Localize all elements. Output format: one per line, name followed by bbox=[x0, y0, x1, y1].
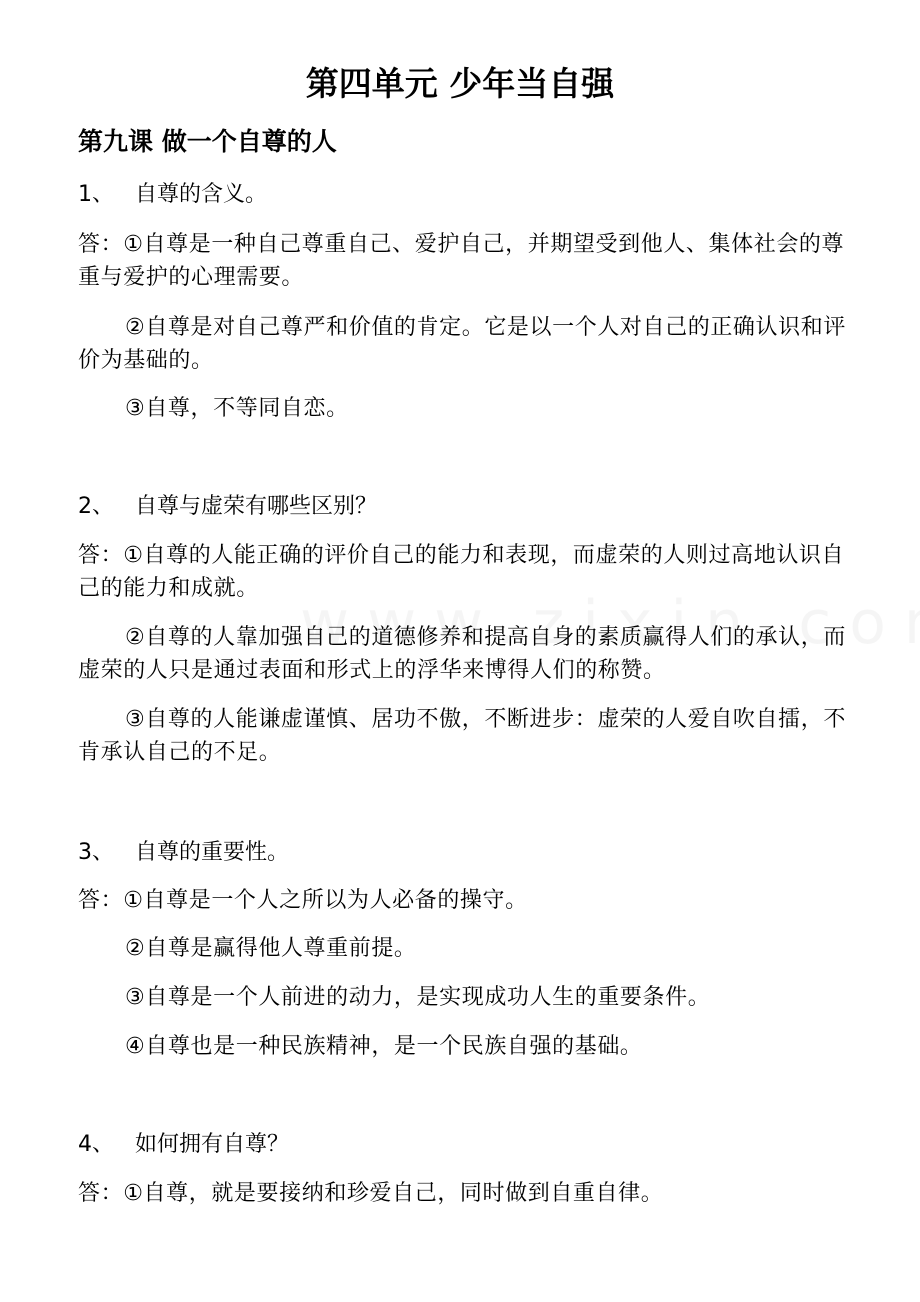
question-4 bbox=[78, 1128, 289, 1161]
answer-1-3: ③自尊，不等同自恋。 bbox=[125, 396, 349, 421]
question-1-number: 1、 bbox=[78, 182, 114, 207]
answer-3-2: ②自尊是赢得他人尊重前提。 bbox=[125, 936, 417, 961]
answer-2-2: ②自尊的人靠加强自己的道德修养和提高自身的素质赢得人们的承认，而虚荣的人只是通过表面和形式上的浮华来博得人们的称赞。 bbox=[78, 625, 846, 683]
answer-3-4: ④自尊也是一种民族精神，是一个民族自强的基础。 bbox=[125, 1034, 643, 1059]
answer-4-1: 答：①自尊，就是要接纳和珍爱自己，同时做到自重自律。 bbox=[78, 1181, 664, 1206]
question-2 bbox=[78, 490, 377, 523]
answer-3-1: 答：①自尊是一个人之所以为人必备的操守。 bbox=[78, 888, 528, 913]
question-2-number: 2、 bbox=[78, 494, 114, 519]
answer-2-1: 答：①自尊的人能正确的评价自己的能力和表现，而虚荣的人则过高地认识自己的能力和成就。 bbox=[78, 543, 845, 601]
answer-3-3: ③自尊是一个人前进的动力，是实现成功人生的重要条件。 bbox=[125, 985, 711, 1010]
question-2-text: 自尊与虚荣有哪些区别？ bbox=[135, 494, 378, 519]
question-4-text: 如何拥有自尊？ bbox=[135, 1132, 290, 1157]
answer-1-1: 答：①自尊是一种自己尊重自己、爱护自己，并期望受到他人、集体社会的尊重与爱护的心理需要。 bbox=[78, 232, 845, 290]
answer-2-3: ③自尊的人能谦虚谨慎、居功不傲，不断进步：虚荣的人爱自吹自擂，不肯承认自己的不足。 bbox=[78, 707, 846, 765]
answer-1-2: ②自尊是对自己尊严和价值的肯定。它是以一个人对自己的正确认识和评价为基础的。 bbox=[78, 315, 846, 373]
question-1-text: 自尊的含义。 bbox=[135, 182, 268, 207]
question-4-number: 4、 bbox=[78, 1132, 114, 1157]
question-1 bbox=[78, 178, 267, 211]
unit-title: 第四单元 少年当自强 bbox=[305, 64, 615, 103]
question-3-number: 3、 bbox=[78, 840, 114, 865]
lesson-title: 第九课 做一个自尊的人 bbox=[78, 127, 337, 156]
question-3-text: 自尊的重要性。 bbox=[135, 840, 290, 865]
question-3 bbox=[78, 836, 289, 869]
